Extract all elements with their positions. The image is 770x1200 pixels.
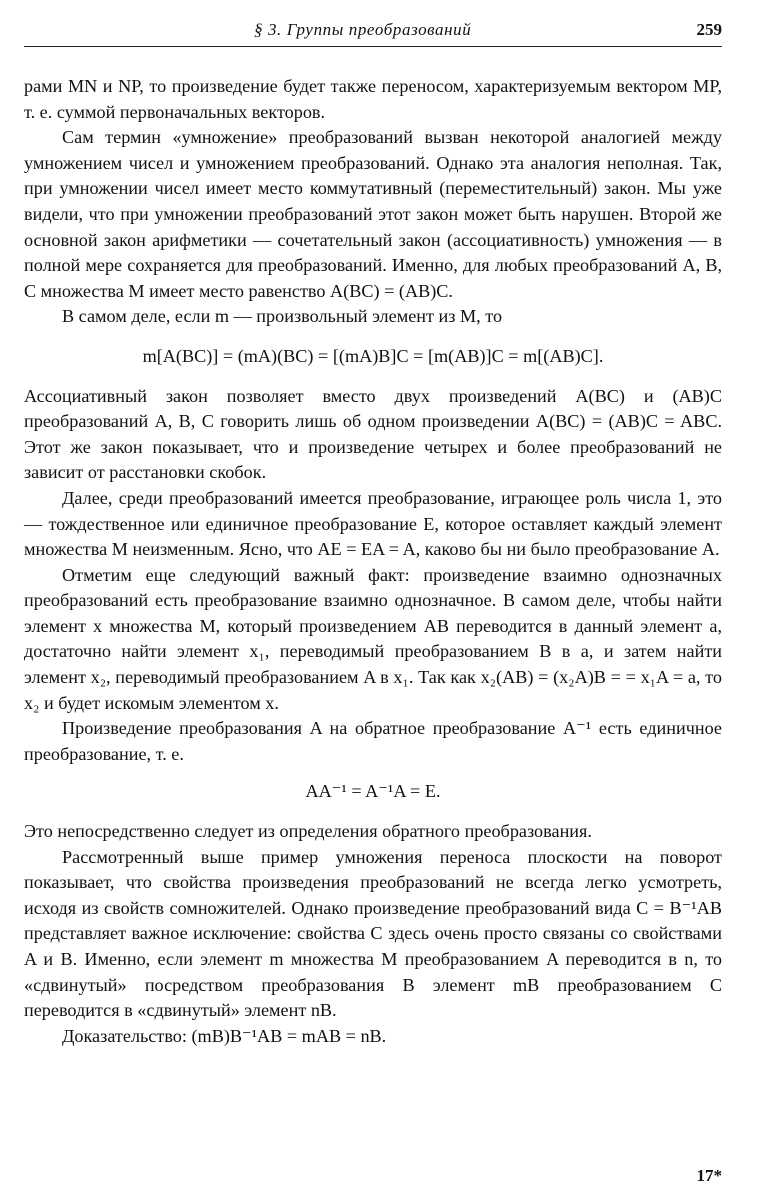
body-text <box>24 74 722 1049</box>
paragraph-10: Доказательство: (mB)B⁻¹AB = mAB = nB. <box>62 1025 387 1046</box>
paragraph-9: Рассмотренный выше пример умножения переноса плоскости на поворот показывает, что свойства произведения преобразований не всегда легко усмотреть, исходя из свойств сомножителей. Однако произведение преобразований вида C = B⁻¹AB представляет важное исключение: свойства C здесь очень просто связаны со свойствами A и B. Именно, если элемент m множества M преобразованием A переводится в n, то «сдвинутый» посредством преобразования B элемент mB преобразованием C переводится в «сдвинутый» элемент nB. <box>24 846 722 1021</box>
signature-mark: 17* <box>696 1166 722 1185</box>
paragraph-2: Сам термин «умножение» преобразований вызван некоторой аналогией между умножением чисел и умножением преобразований. Однако эта аналогия неполная. Так, при умножении чисел имеет место коммутативный (переместительный) закон. Мы уже видели, что при умножении преобразований этот закон может быть нарушен. Второй же основной закон арифметики — сочетательный закон (ассоциативность) умножения — в полной мере сохраняется для преобразований. Именно, для любых преобразований A, B, C множества M имеет место равенство A(BC) = (AB)C. <box>24 127 722 301</box>
page-header <box>24 18 722 47</box>
page-number: 259 <box>696 20 722 39</box>
paragraph-7: Произведение преобразования A на обратное преобразование A⁻¹ есть единичное преобразование, т. е. <box>24 718 722 764</box>
equation-associativity: m[A(BC)] = (mA)(BC) = [(mA)B]C = [m(AB)]C = m[(AB)C]. <box>142 345 604 366</box>
paragraph-1: рами MN и NP, то произведение будет также переносом, характеризуемым вектором MP, т. е. суммой первоначальных векторов. <box>24 76 722 122</box>
running-head: § 3. Группы преобразований <box>254 20 472 39</box>
paragraph-8: Это непосредственно следует из определения обратного преобразования. <box>24 821 592 842</box>
paragraph-4: Ассоциативный закон позволяет вместо двух произведений A(BC) и (AB)C преобразований A, B, C говорить лишь об одном произведении A(BC) = (AB)C = ABC. Этот же закон показывает, что и произведение четырех и более преобразований не зависит от расстановки скобок. <box>24 385 722 483</box>
equation-inverse: AA⁻¹ = A⁻¹A = E. <box>305 781 441 802</box>
paragraph-3: В самом деле, если m — произвольный элемент из M, то <box>62 306 503 327</box>
paragraph-5: Далее, среди преобразований имеется преобразование, играющее роль числа 1, это — тождественное или единичное преобразование E, которое оставляет каждый элемент множества M неизменным. Ясно, что AE = EA = A, каково бы ни было преобразование A. <box>24 487 722 560</box>
book-page <box>24 0 722 1200</box>
paragraph-6: Отметим еще следующий важный факт: произведение взаимно однозначных преобразований есть преобразование взаимно однозначное. В самом деле, чтобы найти элемент x множества M, который произведением AB переводится в данный элемент a, достаточно найти элемент x₁, переводимый преобразованием B в a, и затем найти элемент x₂, переводимый преобразованием A в x₁. Так как x₂(AB) = (x₂A)B = = x₁A = a, то x₂ и будет искомым элементом x. <box>24 564 722 713</box>
